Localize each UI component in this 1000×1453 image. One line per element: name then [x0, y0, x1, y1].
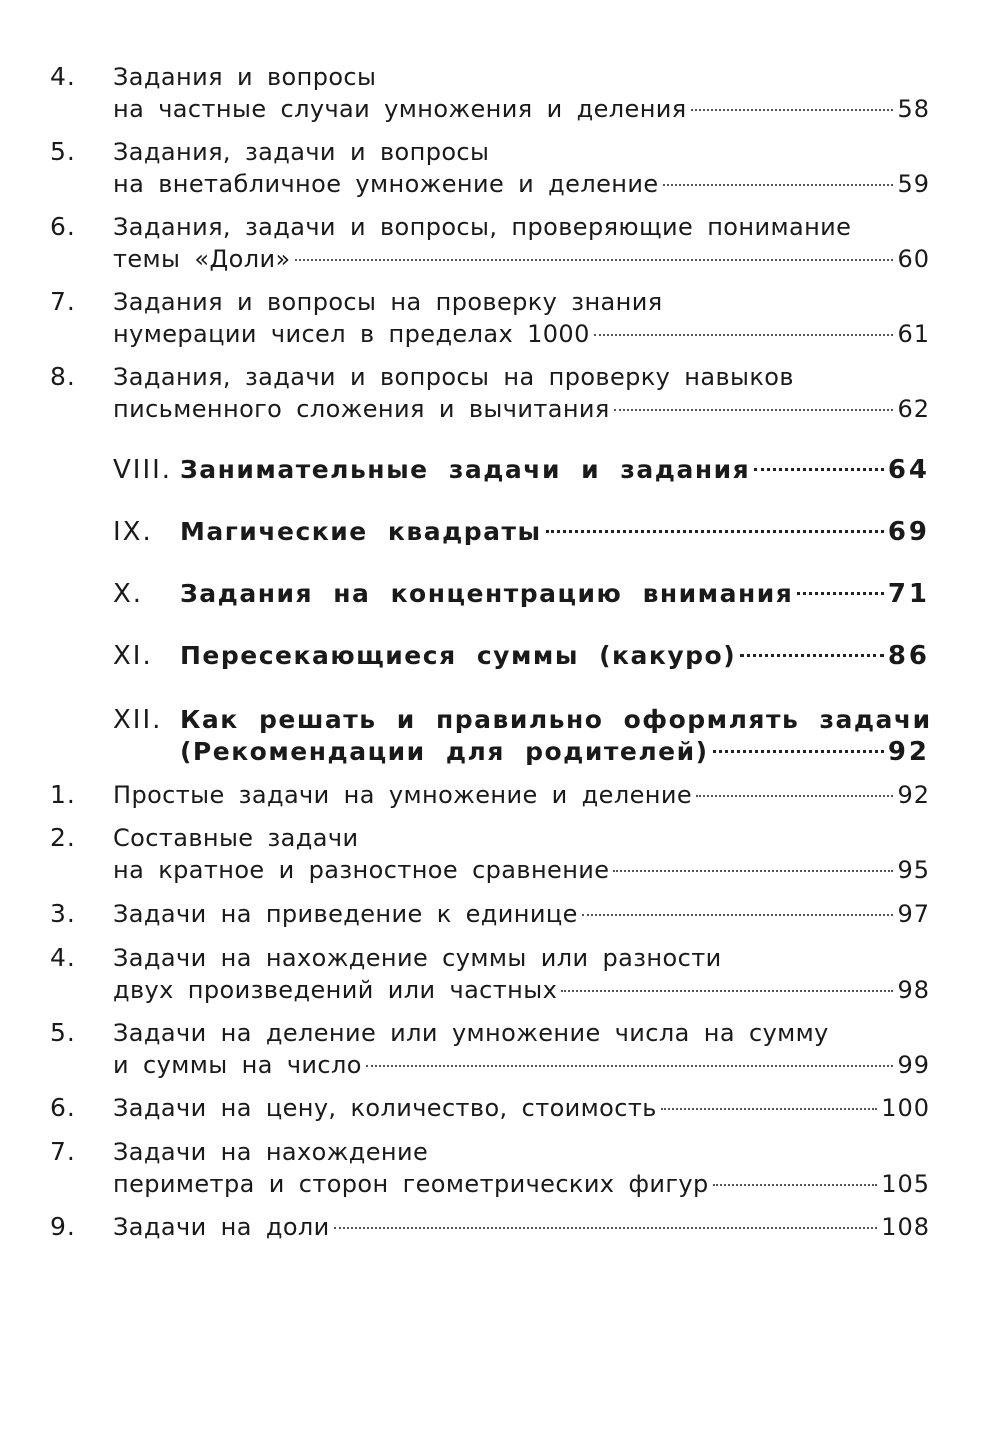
dot-leader: [613, 870, 893, 872]
item-title: Задачи на приведение к единице: [113, 900, 578, 928]
section-numeral: XII.: [113, 705, 163, 735]
item-title: Задания, задачи и вопросы на проверку навыков: [113, 363, 794, 391]
item-number: 4.: [50, 943, 76, 972]
item-number: 7.: [50, 287, 76, 316]
dot-leader: [295, 259, 894, 261]
item-number: 3.: [50, 899, 76, 928]
item-leader-line: [113, 779, 930, 811]
page-number: 64: [887, 455, 930, 485]
section-leader-line: [180, 640, 930, 672]
item-leader-line: [113, 898, 930, 930]
dot-leader: [614, 409, 894, 411]
page-number: 95: [897, 856, 930, 884]
item-title: Простые задачи на умножение и деление: [113, 781, 692, 809]
dot-leader: [582, 914, 894, 916]
item-title: Задачи на нахождение суммы или разности: [113, 944, 722, 972]
page-number: 100: [881, 1094, 930, 1122]
dot-leader: [663, 184, 894, 186]
item-number: 9.: [50, 1212, 76, 1241]
section-leader-line: [180, 454, 930, 486]
item-title: Задачи на деление или умножение числа на сумму: [113, 1019, 829, 1047]
item-title: Задачи на цену, количество, стоимость: [113, 1094, 657, 1122]
dot-leader: [366, 1065, 894, 1067]
dot-leader: [594, 334, 894, 336]
section-leader-line: [180, 516, 930, 548]
item-title: Задания, задачи и вопросы, проверяющие понимание: [113, 213, 852, 241]
section-title: Занимательные задачи и задания: [180, 455, 751, 484]
page-number: 86: [887, 641, 930, 671]
item-number: 8.: [50, 362, 76, 391]
item-leader-line: [113, 1168, 930, 1200]
page-number: 97: [897, 900, 930, 928]
section-numeral: IX.: [113, 517, 153, 547]
item-number: 1.: [50, 780, 76, 809]
page-number: 108: [881, 1213, 930, 1241]
item-leader-line: [113, 1049, 930, 1081]
page-number: 60: [897, 245, 930, 273]
item-leader-line: [113, 393, 930, 425]
item-leader-line: [113, 1211, 930, 1243]
item-title: Задания и вопросы: [113, 63, 377, 91]
page-number: 92: [897, 781, 930, 809]
item-leader-line: [113, 974, 930, 1006]
item-leader-line: [113, 168, 930, 200]
item-number: 2.: [50, 823, 76, 852]
item-title: Задания, задачи и вопросы: [113, 138, 490, 166]
dot-leader: [691, 109, 894, 111]
item-title-continued: нумерации чисел в пределах 1000: [113, 320, 590, 348]
item-title-continued: на кратное и разностное сравнение: [113, 856, 610, 884]
dot-leader: [713, 1184, 878, 1186]
dot-leader: [740, 654, 884, 657]
item-title-continued: и суммы на число: [113, 1051, 362, 1079]
item-title-continued: письменного сложения и вычитания: [113, 395, 610, 423]
section-title: Пересекающиеся суммы (какуро): [180, 641, 737, 670]
dot-leader: [546, 530, 884, 533]
item-leader-line: [113, 1092, 930, 1124]
item-leader-line: [113, 854, 930, 886]
item-number: 5.: [50, 1018, 76, 1047]
item-title: Задачи на доли: [113, 1213, 330, 1241]
item-leader-line: [113, 243, 930, 275]
page-number: 98: [897, 976, 930, 1004]
item-number: 6.: [50, 1093, 76, 1122]
section-numeral: XI.: [113, 641, 153, 671]
dot-leader: [661, 1108, 877, 1110]
dot-leader: [713, 750, 884, 753]
page-number: 61: [897, 320, 930, 348]
page-number: 71: [887, 579, 930, 609]
dot-leader: [754, 468, 884, 471]
item-number: 5.: [50, 137, 76, 166]
item-title-continued: темы «Доли»: [113, 245, 291, 273]
section-leader-line: [180, 578, 930, 610]
item-title-continued: на частные случаи умножения и деления: [113, 95, 687, 123]
item-title-continued: периметра и сторон геометрических фигур: [113, 1170, 709, 1198]
page-number: 92: [887, 737, 930, 767]
item-number: 6.: [50, 212, 76, 241]
section-title: Магические квадраты: [180, 517, 542, 546]
section-title: Как решать и правильно оформлять задачи: [180, 705, 932, 734]
section-subtitle: (Рекомендации для родителей): [180, 737, 709, 766]
item-number: 4.: [50, 62, 76, 91]
section-numeral: VIII.: [113, 455, 173, 485]
dot-leader: [561, 990, 893, 992]
page-number: 105: [881, 1170, 930, 1198]
item-number: 7.: [50, 1137, 76, 1166]
section-title: Задания на концентрацию внимания: [180, 579, 794, 608]
section-leader-line: [180, 736, 930, 768]
item-leader-line: [113, 93, 930, 125]
page-number: 58: [897, 95, 930, 123]
item-title: Задачи на нахождение: [113, 1138, 429, 1166]
page-number: 69: [887, 517, 930, 547]
page-number: 99: [897, 1051, 930, 1079]
item-title-continued: на внетабличное умножение и деление: [113, 170, 659, 198]
page-number: 59: [897, 170, 930, 198]
item-title-continued: двух произведений или частных: [113, 976, 558, 1004]
item-title: Составные задачи: [113, 824, 359, 852]
section-numeral: X.: [113, 579, 144, 609]
dot-leader: [797, 592, 883, 595]
item-title: Задания и вопросы на проверку знания: [113, 288, 663, 316]
dot-leader: [334, 1227, 878, 1229]
dot-leader: [696, 795, 893, 797]
item-leader-line: [113, 318, 930, 350]
page-number: 62: [897, 395, 930, 423]
